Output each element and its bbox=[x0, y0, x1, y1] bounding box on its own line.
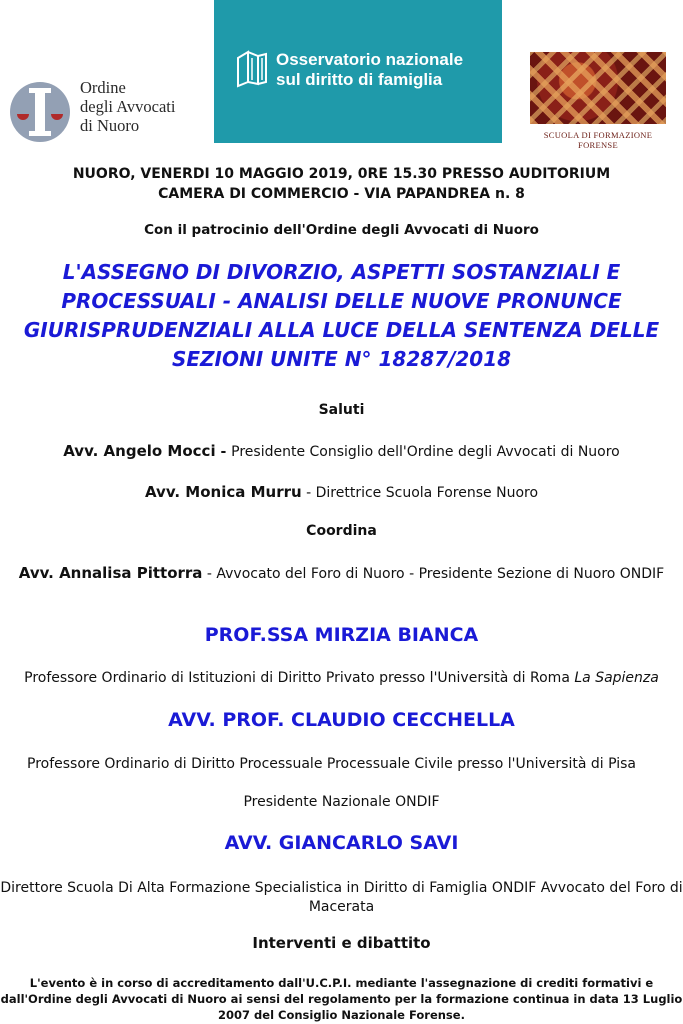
saluti-heading: Saluti bbox=[318, 402, 365, 418]
speaker-description: Professore Ordinario di Diritto Processuale Processuale Civile presso l'Università di Pisa bbox=[27, 756, 636, 772]
speaker-name: PROF.SSA MIRZIA BIANCA bbox=[204, 624, 479, 646]
osservatorio-banner bbox=[214, 0, 502, 143]
person-name: Avv. Angelo Mocci bbox=[63, 442, 216, 460]
speaker-description: Direttore Scuola Di Alta Formazione Specialistica in Diritto di Famiglia ONDIF Avvocato del Foro di Macerata bbox=[0, 880, 683, 915]
saluti-person: Avv. Angelo Mocci - Presidente Consiglio dell'Ordine degli Avvocati di Nuoro bbox=[63, 442, 620, 460]
osservatorio-line1: Osservatorio nazionale bbox=[276, 50, 464, 69]
scuola-forense-logo bbox=[526, 52, 670, 150]
coordina-heading: Coordina bbox=[306, 523, 377, 539]
coordinator: Avv. Annalisa Pittorra - Avvocato del Foro di Nuoro - Presidente Sezione di Nuoro ONDIF bbox=[18, 564, 665, 582]
ordine-logo-text: Ordine degli Avvocati di Nuoro bbox=[80, 78, 176, 135]
person-role: Avvocato del Foro di Nuoro - Presidente Sezione di Nuoro ONDIF bbox=[216, 566, 665, 582]
osservatorio-line2: sul diritto di famiglia bbox=[276, 70, 443, 89]
person-name: Avv. Annalisa Pittorra bbox=[18, 564, 203, 582]
person-role: Presidente Consiglio dell'Ordine degli Avvocati di Nuoro bbox=[231, 444, 620, 460]
person-role: Direttrice Scuola Forense Nuoro bbox=[315, 485, 539, 501]
accreditation-note: L'evento è in corso di accreditamento dall'U.C.P.I. mediante l'assegnazione di crediti formativi e dall'Ordine degli Avvocati di Nuoro ai sensi del regolamento per la formazione continua in data 13 Luglio 2007 del Consiglio Nazionale Forense. bbox=[0, 976, 683, 1022]
scuola-caption: SCUOLA DI FORMAZIONE FORENSE bbox=[543, 130, 653, 150]
scuola-artwork bbox=[530, 52, 666, 124]
saluti-person: Avv. Monica Murru - Direttrice Scuola Forense Nuoro bbox=[144, 483, 539, 501]
event-title: L'ASSEGNO DI DIVORZIO, ASPETTI SOSTANZIALI E PROCESSUALI - ANALISI DELLE NUOVE PRONUNCE GIURISPRUDENZIALI ALLA LUCE DELLA SENTENZA DELLE SEZIONI UNITE N° 18287/2018 bbox=[23, 260, 660, 371]
speaker-description: Professore Ordinario di Istituzioni di Diritto Privato presso l'Università di Roma La Sapienza bbox=[24, 670, 659, 686]
interventi-heading: Interventi e dibattito bbox=[252, 934, 431, 952]
speaker-name: AVV. PROF. CLAUDIO CECCHELLA bbox=[168, 709, 515, 731]
event-place: NUORO, VENERDI 10 MAGGIO 2019, 0RE 15.30 PRESSO AUDITORIUM CAMERA DI COMMERCIO - VIA PAPANDREA n. 8 bbox=[72, 166, 611, 202]
ordine-avvocati-logo bbox=[8, 78, 208, 144]
books-icon bbox=[234, 48, 270, 88]
speaker-name: AVV. GIANCARLO SAVI bbox=[224, 832, 459, 854]
person-name: Avv. Monica Murru bbox=[144, 483, 302, 501]
patronage-text: Con il patrocinio dell'Ordine degli Avvocati di Nuoro bbox=[144, 222, 539, 238]
speaker-description: Presidente Nazionale ONDIF bbox=[243, 794, 440, 810]
